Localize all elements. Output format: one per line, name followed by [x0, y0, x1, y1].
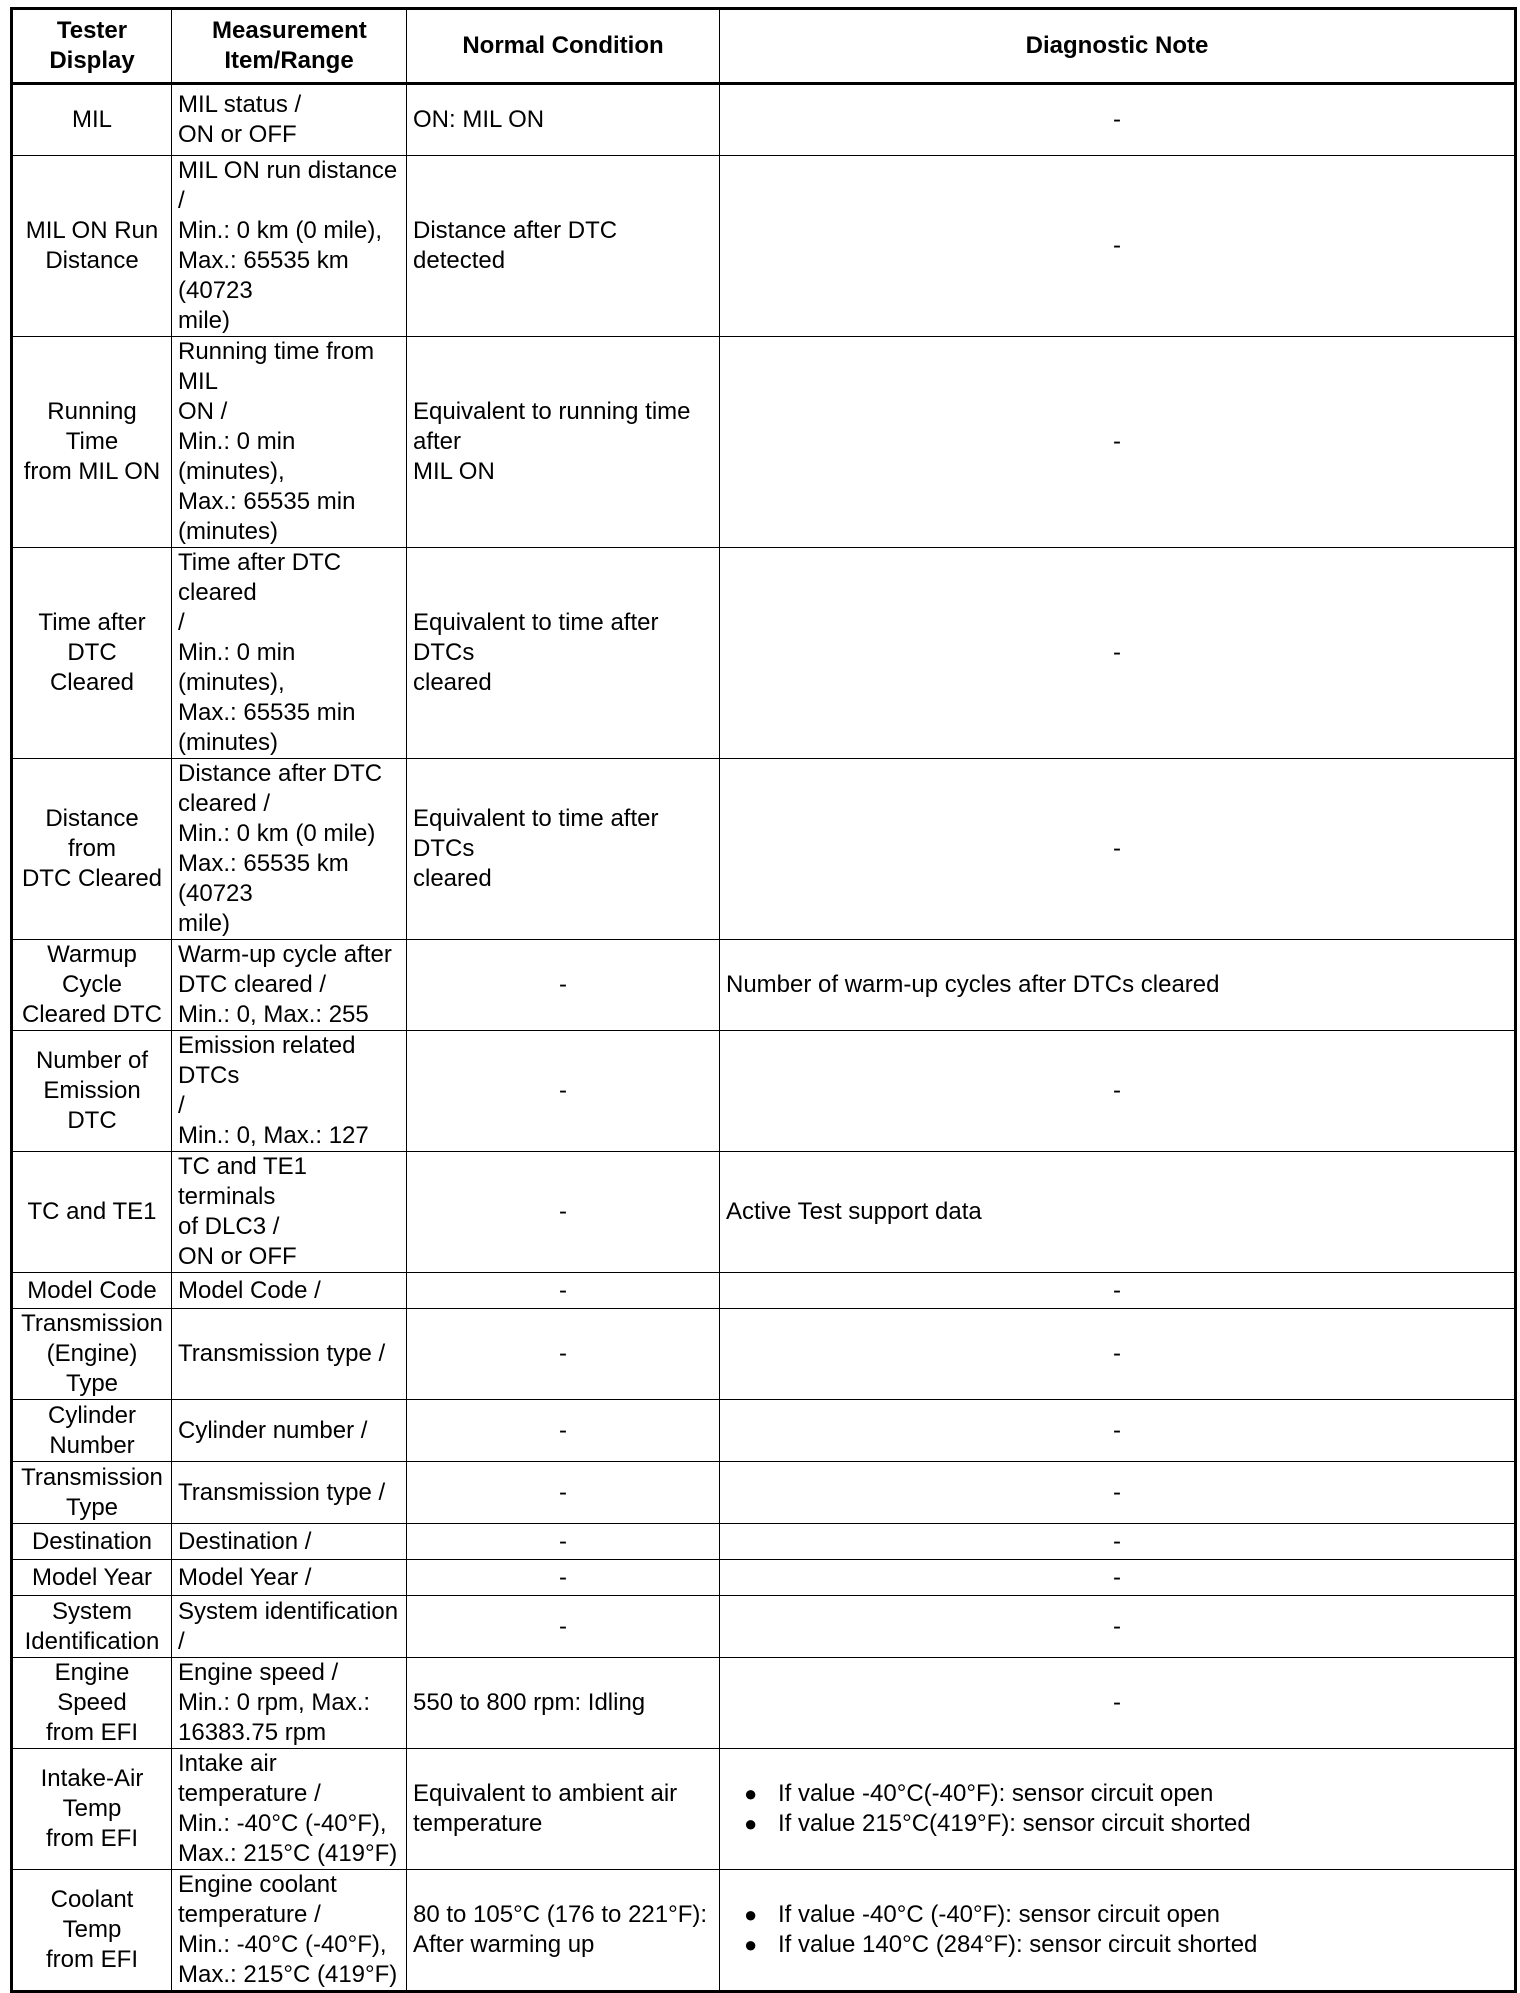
diagnostic-note-cell-line: Number of warm-up cycles after DTCs cleared [726, 971, 1220, 998]
tester-display-cell-line: DTC Cleared [21, 865, 163, 892]
normal-condition-cell [407, 1524, 720, 1560]
normal-condition-cell [407, 1152, 720, 1273]
tester-display-cell-line: from MIL ON [23, 458, 161, 485]
table-row [12, 940, 1516, 1031]
tester-display-cell [12, 1560, 172, 1596]
diagnostic-note-cell-line: - [1113, 1563, 1121, 1591]
table-row [12, 1309, 1516, 1400]
normal-condition-cell-line: Equivalent to running time after [413, 398, 691, 455]
normal-condition-cell-line: temperature [413, 1810, 543, 1837]
measurement-cell-line: Max.: 65535 min [178, 488, 356, 515]
diagnostic-note-cell [720, 759, 1516, 940]
header-normal-condition: Normal Condition [407, 9, 720, 84]
normal-condition-cell-line: After warming up [413, 1931, 595, 1958]
measurement-cell-line: of DLC3 / [178, 1213, 280, 1240]
measurement-cell-line: Cylinder number / [178, 1416, 368, 1444]
normal-condition-cell-line: MIL ON [413, 458, 495, 485]
normal-condition-cell [407, 1462, 720, 1524]
header-measurement: Measurement Item/Range [172, 9, 407, 84]
normal-condition-cell-line: Equivalent to time after DTCs [413, 805, 659, 862]
header-diagnostic-note: Diagnostic Note [720, 9, 1516, 84]
normal-condition-cell [407, 1273, 720, 1309]
diagnostic-note-cell [720, 337, 1516, 548]
normal-condition-cell-line: - [559, 1527, 567, 1555]
normal-condition-cell-line: Distance after DTC detected [413, 217, 618, 274]
measurement-cell-line: Transmission type / [178, 1478, 386, 1506]
measurement-cell-line: (minutes) [178, 518, 279, 545]
measurement-cell-line: ON or OFF [178, 1243, 297, 1270]
tester-display-cell [12, 1273, 172, 1309]
table-row [12, 156, 1516, 337]
normal-condition-cell [407, 1560, 720, 1596]
diagnostic-bullet-list [726, 1900, 1508, 1960]
measurement-cell-line: Distance after DTC [178, 760, 383, 787]
diagnostic-note-cell [720, 1462, 1516, 1524]
measurement-cell-line: Max.: 65535 min [178, 699, 356, 726]
tester-display-cell [12, 1400, 172, 1462]
tester-display-cell-line: from EFI [45, 1825, 138, 1852]
tester-display-cell-line: from EFI [45, 1946, 138, 1973]
measurement-cell [172, 1749, 407, 1870]
measurement-cell [172, 84, 407, 156]
tester-display-cell-line: Identification [24, 1627, 160, 1655]
tester-display-cell [12, 548, 172, 759]
normal-condition-cell [407, 156, 720, 337]
measurement-cell-line: DTC cleared / [178, 971, 327, 998]
diagnostic-note-cell-line: - [1113, 1416, 1121, 1444]
tester-display-cell [12, 1596, 172, 1658]
measurement-cell [172, 548, 407, 759]
measurement-cell-line: Min.: -40°C (-40°F), [178, 1931, 387, 1958]
normal-condition-cell [407, 1031, 720, 1152]
tester-display-cell-line: Transmission [21, 1463, 163, 1491]
tester-display-cell [12, 940, 172, 1031]
tester-display-cell-line: Cleared [49, 669, 135, 696]
table-row [12, 1273, 1516, 1309]
tester-display-cell-line: Intake-Air Temp [40, 1765, 144, 1822]
measurement-cell-line: Model Year / [178, 1563, 312, 1591]
diagnostic-note-cell [720, 940, 1516, 1031]
normal-condition-cell-line: - [559, 1563, 567, 1591]
normal-condition-cell-line: cleared [413, 669, 492, 696]
measurement-cell [172, 1309, 407, 1400]
tester-display-cell-line: Number of [35, 1047, 149, 1074]
normal-condition-cell-line: - [559, 1276, 567, 1304]
measurement-cell [172, 1560, 407, 1596]
table-row [12, 1560, 1516, 1596]
measurement-cell-line: / [178, 609, 185, 636]
measurement-cell-line: 16383.75 rpm [178, 1719, 327, 1746]
measurement-cell-line: mile) [178, 910, 230, 937]
diagnostic-note-cell [720, 84, 1516, 156]
tester-display-cell-line: from EFI [45, 1719, 138, 1746]
table-row [12, 1462, 1516, 1524]
measurement-cell-line: Max.: 65535 km (40723 [178, 850, 349, 907]
measurement-cell-line: Min.: 0 km (0 mile), [178, 217, 383, 244]
measurement-cell-line: Max.: 215°C (419°F) [178, 1961, 398, 1988]
diagnostic-note-cell [720, 1273, 1516, 1309]
measurement-cell [172, 1273, 407, 1309]
tester-display-cell-line: Distance [45, 247, 139, 274]
tester-display-cell [12, 337, 172, 548]
diagnostic-note-cell-line: - [1113, 1276, 1121, 1304]
measurement-cell-line: Min.: 0 min (minutes), [178, 428, 296, 485]
normal-condition-cell-line: - [559, 1416, 567, 1444]
measurement-cell-line: Time after DTC cleared [178, 549, 342, 606]
table-row [12, 1400, 1516, 1462]
normal-condition-cell-line: Equivalent to ambient air [413, 1780, 678, 1807]
measurement-cell-line: Running time from MIL [178, 338, 375, 395]
measurement-cell-line: Destination / [178, 1527, 312, 1555]
tester-display-cell [12, 1524, 172, 1560]
normal-condition-cell [407, 84, 720, 156]
tester-display-cell [12, 759, 172, 940]
normal-condition-cell [407, 940, 720, 1031]
tester-display-cell-line: Emission DTC [43, 1077, 141, 1134]
diagnostic-note-cell [720, 1152, 1516, 1273]
header-row [12, 9, 1516, 84]
normal-condition-cell-line: 550 to 800 rpm: Idling [413, 1689, 646, 1716]
tester-display-cell [12, 1031, 172, 1152]
diagnostic-bullet-item: ● If value 140°C (284°F): sensor circuit shorted [778, 1930, 1508, 1960]
tester-display-cell-line: Coolant Temp [50, 1886, 134, 1943]
diagnostic-note-cell [720, 1031, 1516, 1152]
table-row [12, 84, 1516, 156]
measurement-cell-line: Intake air temperature / [178, 1750, 321, 1807]
measurement-cell-line: cleared / [178, 790, 271, 817]
diagnostic-note-cell [720, 1596, 1516, 1658]
measurement-cell-line: temperature / [178, 1901, 321, 1928]
tester-display-cell-line: Running Time [47, 398, 137, 455]
diagnostic-data-table [10, 7, 1517, 1993]
diagnostic-note-cell [720, 1309, 1516, 1400]
measurement-cell-line: Min.: -40°C (-40°F), [178, 1810, 387, 1837]
normal-condition-cell [407, 1400, 720, 1462]
measurement-cell-line: ON or OFF [178, 121, 297, 148]
measurement-cell-line: Min.: 0, Max.: 127 [178, 1122, 369, 1149]
measurement-cell-line: Min.: 0 rpm, Max.: [178, 1689, 371, 1716]
tester-display-cell [12, 84, 172, 156]
normal-condition-cell-line: - [559, 1077, 567, 1104]
measurement-cell-line: (minutes) [178, 729, 279, 756]
table-row [12, 1152, 1516, 1273]
table-row [12, 1031, 1516, 1152]
normal-condition-cell-line: 80 to 105°C (176 to 221°F): [413, 1901, 708, 1928]
diagnostic-note-cell-line: Active Test support data [726, 1198, 982, 1225]
measurement-cell [172, 1658, 407, 1749]
diagnostic-note-cell [720, 1658, 1516, 1749]
diagnostic-note-cell [720, 156, 1516, 337]
tester-display-cell [12, 1870, 172, 1992]
diagnostic-note-cell-line: - [1113, 1689, 1121, 1716]
table-row [12, 1524, 1516, 1560]
measurement-cell-line: Min.: 0 min (minutes), [178, 639, 296, 696]
normal-condition-cell-line: cleared [413, 865, 492, 892]
diagnostic-note-cell-line: - [1113, 1077, 1121, 1104]
measurement-cell-line: Max.: 215°C (419°F) [178, 1840, 398, 1867]
table-row [12, 548, 1516, 759]
diagnostic-note-cell-line: - [1113, 1612, 1121, 1640]
diagnostic-note-cell [720, 548, 1516, 759]
measurement-cell-line: Warm-up cycle after [178, 941, 392, 968]
measurement-cell [172, 156, 407, 337]
tester-display-cell-line: Number [49, 1431, 135, 1459]
measurement-cell-line: mile) [178, 307, 230, 334]
measurement-cell-line: Transmission type / [178, 1340, 386, 1367]
diagnostic-note-cell-line: - [1113, 1527, 1121, 1555]
diagnostic-bullet-list [726, 1779, 1508, 1839]
diagnostic-note-cell-line: - [1113, 106, 1121, 133]
tester-display-cell-line: TC and TE1 [27, 1198, 157, 1225]
normal-condition-cell-line: ON: MIL ON [413, 106, 545, 133]
diagnostic-note-cell-line: - [1113, 1340, 1121, 1367]
normal-condition-cell-line: - [559, 1478, 567, 1506]
tester-display-cell-line: MIL [71, 106, 112, 133]
normal-condition-cell [407, 1596, 720, 1658]
measurement-cell [172, 337, 407, 548]
tester-display-cell-line: (Engine) Type [46, 1340, 138, 1397]
tester-display-cell-line: Time after DTC [38, 609, 146, 666]
diagnostic-note-cell-line: - [1113, 232, 1121, 259]
tester-display-cell-line: MIL ON Run [25, 217, 159, 244]
measurement-cell [172, 940, 407, 1031]
normal-condition-cell [407, 337, 720, 548]
measurement-cell-line: Emission related DTCs [178, 1032, 356, 1089]
tester-display-cell-line: Type [65, 1493, 119, 1521]
diagnostic-note-cell [720, 1524, 1516, 1560]
normal-condition-cell-line: - [559, 1612, 567, 1640]
tester-display-cell-line: System [51, 1597, 132, 1625]
tester-display-cell [12, 1152, 172, 1273]
measurement-cell [172, 1152, 407, 1273]
measurement-cell-line: Min.: 0, Max.: 255 [178, 1001, 369, 1028]
normal-condition-cell [407, 1309, 720, 1400]
measurement-cell [172, 1524, 407, 1560]
diagnostic-note-cell [720, 1560, 1516, 1596]
normal-condition-cell-line: Equivalent to time after DTCs [413, 609, 659, 666]
diagnostic-note-cell-line: - [1113, 1478, 1121, 1506]
tester-display-cell [12, 1309, 172, 1400]
tester-display-cell [12, 1749, 172, 1870]
diagnostic-bullet-item: ● If value 215°C(419°F): sensor circuit shorted [778, 1809, 1508, 1839]
tester-display-cell-line: Cylinder [47, 1401, 137, 1429]
diagnostic-note-cell [720, 1870, 1516, 1992]
measurement-cell [172, 1031, 407, 1152]
diagnostic-note-cell-line: - [1113, 639, 1121, 666]
measurement-cell-line: Min.: 0 km (0 mile) [178, 820, 376, 847]
measurement-cell [172, 1596, 407, 1658]
normal-condition-cell-line: - [559, 971, 567, 998]
measurement-cell-line: MIL status / [178, 91, 302, 118]
measurement-cell-line: Engine coolant [178, 1871, 337, 1898]
measurement-cell-line: Max.: 65535 km (40723 [178, 247, 349, 304]
measurement-cell-line: MIL ON run distance / [178, 157, 398, 214]
diagnostic-note-cell [720, 1400, 1516, 1462]
table-row [12, 1870, 1516, 1992]
tester-display-cell [12, 1658, 172, 1749]
tester-display-cell [12, 1462, 172, 1524]
measurement-cell [172, 1462, 407, 1524]
table-row [12, 1658, 1516, 1749]
normal-condition-cell [407, 759, 720, 940]
normal-condition-cell [407, 1870, 720, 1992]
measurement-cell-line: Engine speed / [178, 1659, 339, 1686]
tester-display-cell-line: Model Code [27, 1276, 157, 1304]
tester-display-cell-line: Model Year [31, 1563, 153, 1591]
table-row [12, 759, 1516, 940]
table-row [12, 1749, 1516, 1870]
normal-condition-cell [407, 548, 720, 759]
tester-display-cell-line: Cleared DTC [21, 1001, 163, 1028]
diagnostic-note-cell-line: - [1113, 428, 1121, 455]
measurement-cell [172, 1400, 407, 1462]
measurement-cell-line: System identification / [178, 1597, 399, 1655]
measurement-cell [172, 759, 407, 940]
measurement-cell-line: TC and TE1 terminals [178, 1153, 307, 1210]
tester-display-cell-line: Distance from [45, 805, 139, 862]
tester-display-cell [12, 156, 172, 337]
measurement-cell-line: / [178, 1092, 185, 1119]
tester-display-cell-line: Destination [31, 1527, 153, 1555]
header-tester-display: Tester Display [12, 9, 172, 84]
measurement-cell-line: Model Code / [178, 1276, 321, 1304]
measurement-cell [172, 1870, 407, 1992]
normal-condition-cell [407, 1658, 720, 1749]
tester-display-cell-line: Engine Speed [54, 1659, 130, 1716]
diagnostic-bullet-item: ● If value -40°C (-40°F): sensor circuit open [778, 1900, 1508, 1930]
normal-condition-cell-line: - [559, 1198, 567, 1225]
measurement-cell-line: ON / [178, 398, 228, 425]
table-row [12, 337, 1516, 548]
tester-display-cell-line: Warmup Cycle [47, 941, 137, 998]
normal-condition-cell [407, 1749, 720, 1870]
normal-condition-cell-line: - [559, 1340, 567, 1367]
table-row [12, 1596, 1516, 1658]
diagnostic-note-cell [720, 1749, 1516, 1870]
diagnostic-note-cell-line: - [1113, 835, 1121, 862]
diagnostic-bullet-item: ● If value -40°C(-40°F): sensor circuit open [778, 1779, 1508, 1809]
tester-display-cell-line: Transmission [21, 1310, 163, 1337]
